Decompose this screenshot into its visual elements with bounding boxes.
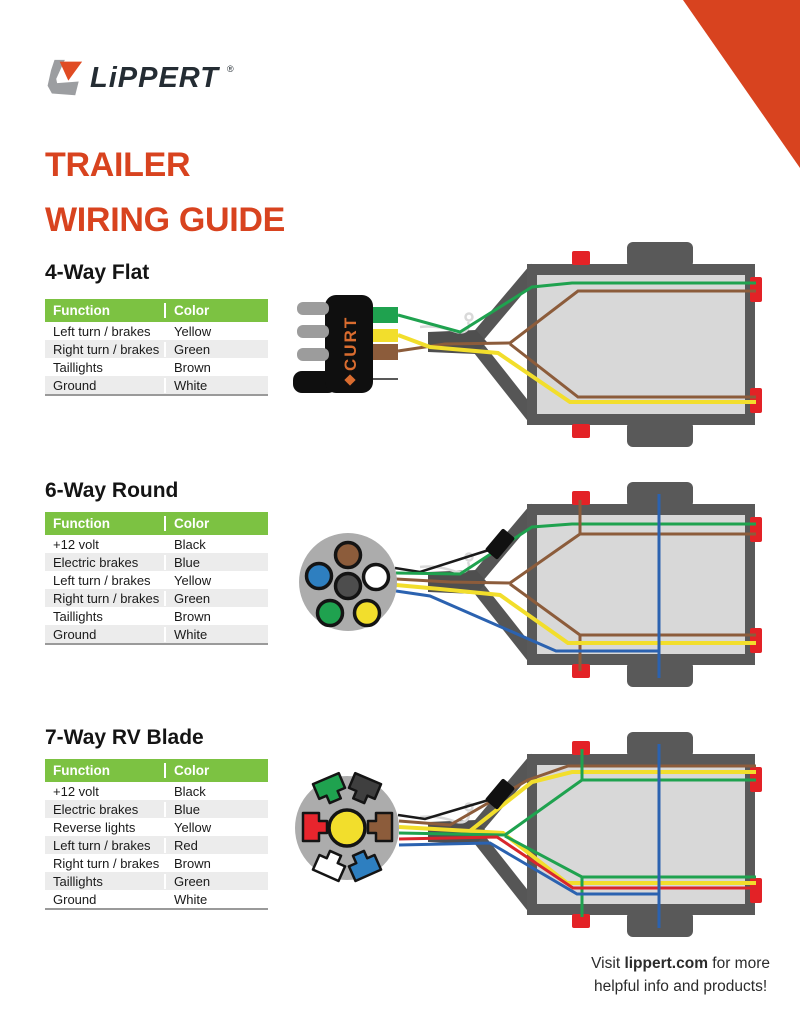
column-header-color: Color — [164, 303, 268, 318]
lippert-logo — [45, 58, 233, 98]
table-header-row — [45, 299, 268, 322]
connector-4-way-flat — [293, 295, 398, 393]
cell-function: Ground — [53, 377, 97, 393]
wire-stub-yellow — [370, 329, 398, 342]
wiring-table-7-way — [45, 759, 268, 910]
cell-color: White — [164, 627, 268, 642]
footer-text — [591, 952, 770, 998]
section-heading-4-way-flat: 4-Way Flat — [45, 261, 150, 284]
lippert-logo-icon — [45, 58, 83, 98]
table-row — [45, 854, 268, 872]
cell-function: Electric brakes — [53, 554, 139, 570]
page-title — [45, 138, 285, 248]
wiring-table-6-way — [45, 512, 268, 645]
cell-function: +12 volt — [53, 783, 99, 799]
table-row — [45, 607, 268, 625]
page-title-line2: WIRING GUIDE — [45, 201, 286, 239]
section-heading-6-way-round: 6-Way Round — [45, 479, 179, 502]
cell-function: +12 volt — [53, 536, 99, 552]
connector-7-way-rv-blade — [295, 773, 399, 881]
cell-color: Blue — [164, 802, 268, 817]
footer-after-link: for more — [707, 955, 770, 972]
cell-color: Black — [164, 784, 268, 799]
table-row — [45, 553, 268, 571]
pin-black — [336, 574, 361, 599]
diagram-4-way-flat — [280, 235, 800, 457]
diagram-6-way-round — [280, 475, 800, 697]
wire-stub-brown — [370, 344, 398, 360]
cell-color: Green — [164, 591, 268, 606]
section-heading-7-way-rv-blade: 7-Way RV Blade — [45, 726, 204, 749]
cell-function: Electric brakes — [53, 801, 139, 817]
cell-color: Blue — [164, 555, 268, 570]
column-header-color: Color — [164, 763, 268, 778]
table-row — [45, 535, 268, 553]
registered-trademark: ® — [226, 64, 234, 74]
table-row — [45, 890, 268, 908]
cell-color: Yellow — [164, 573, 268, 588]
cell-color: Yellow — [164, 820, 268, 835]
table-header-row — [45, 512, 268, 535]
table-row — [45, 340, 268, 358]
table-row — [45, 589, 268, 607]
cell-function: Right turn / brakes — [53, 341, 160, 357]
lippert-com-link[interactable]: lippert.com — [624, 955, 708, 972]
table-body — [45, 535, 268, 643]
cell-color: White — [164, 892, 268, 907]
connector-pin — [297, 348, 329, 361]
wiring-table-4-way — [45, 299, 268, 396]
cell-color: Red — [164, 838, 268, 853]
table-row — [45, 836, 268, 854]
table-body — [45, 782, 268, 908]
cell-function: Left turn / brakes — [53, 837, 151, 853]
connector-pin — [297, 302, 329, 315]
connector-6-way-round — [299, 533, 397, 631]
cell-color: Brown — [164, 609, 268, 624]
cell-color: Yellow — [164, 324, 268, 339]
pin-brown — [336, 543, 361, 568]
cell-function: Right turn / brakes — [53, 590, 160, 606]
diagram-7-way-rv-blade — [280, 725, 800, 947]
pin-blue — [307, 564, 332, 589]
lippert-logo-text: LiPPERT — [90, 61, 219, 94]
table-row — [45, 571, 268, 589]
cell-function: Ground — [53, 891, 97, 907]
cell-function: Left turn / brakes — [53, 323, 151, 339]
table-row — [45, 358, 268, 376]
cell-function: Taillights — [53, 359, 103, 375]
table-row — [45, 872, 268, 890]
pin-center-yellow — [329, 810, 365, 846]
table-row — [45, 625, 268, 643]
table-row — [45, 376, 268, 394]
wire-stub-green — [370, 307, 398, 323]
cell-function: Ground — [53, 626, 97, 642]
cell-function: Right turn / brakes — [53, 855, 160, 871]
cell-function: Taillights — [53, 873, 103, 889]
cell-color: White — [164, 378, 268, 393]
table-body — [45, 322, 268, 394]
column-header-function: Function — [53, 763, 110, 778]
column-header-function: Function — [53, 516, 110, 531]
pin-yellow — [355, 601, 380, 626]
page-title-line1: TRAILER — [45, 146, 191, 184]
footer-prefix: Visit — [591, 955, 625, 972]
cell-color: Green — [164, 342, 268, 357]
trailer-illustration — [420, 482, 762, 687]
curt-brand-label: CURT — [341, 315, 360, 371]
table-row — [45, 322, 268, 340]
footer-line2: helpful info and products! — [593, 978, 768, 995]
pin-green — [318, 601, 343, 626]
cell-color: Green — [164, 874, 268, 889]
footer-line1 — [591, 952, 770, 975]
pin-white — [364, 565, 389, 590]
table-row — [45, 800, 268, 818]
table-row — [45, 818, 268, 836]
column-header-color: Color — [164, 516, 268, 531]
connector-pin — [297, 325, 329, 338]
cell-color: Brown — [164, 856, 268, 871]
cell-function: Reverse lights — [53, 819, 136, 835]
table-header-row — [45, 759, 268, 782]
cell-function: Taillights — [53, 608, 103, 624]
table-row — [45, 782, 268, 800]
cell-function: Left turn / brakes — [53, 572, 151, 588]
column-header-function: Function — [53, 303, 110, 318]
cell-color: Black — [164, 537, 268, 552]
corner-accent-triangle — [683, 0, 800, 168]
cell-color: Brown — [164, 360, 268, 375]
